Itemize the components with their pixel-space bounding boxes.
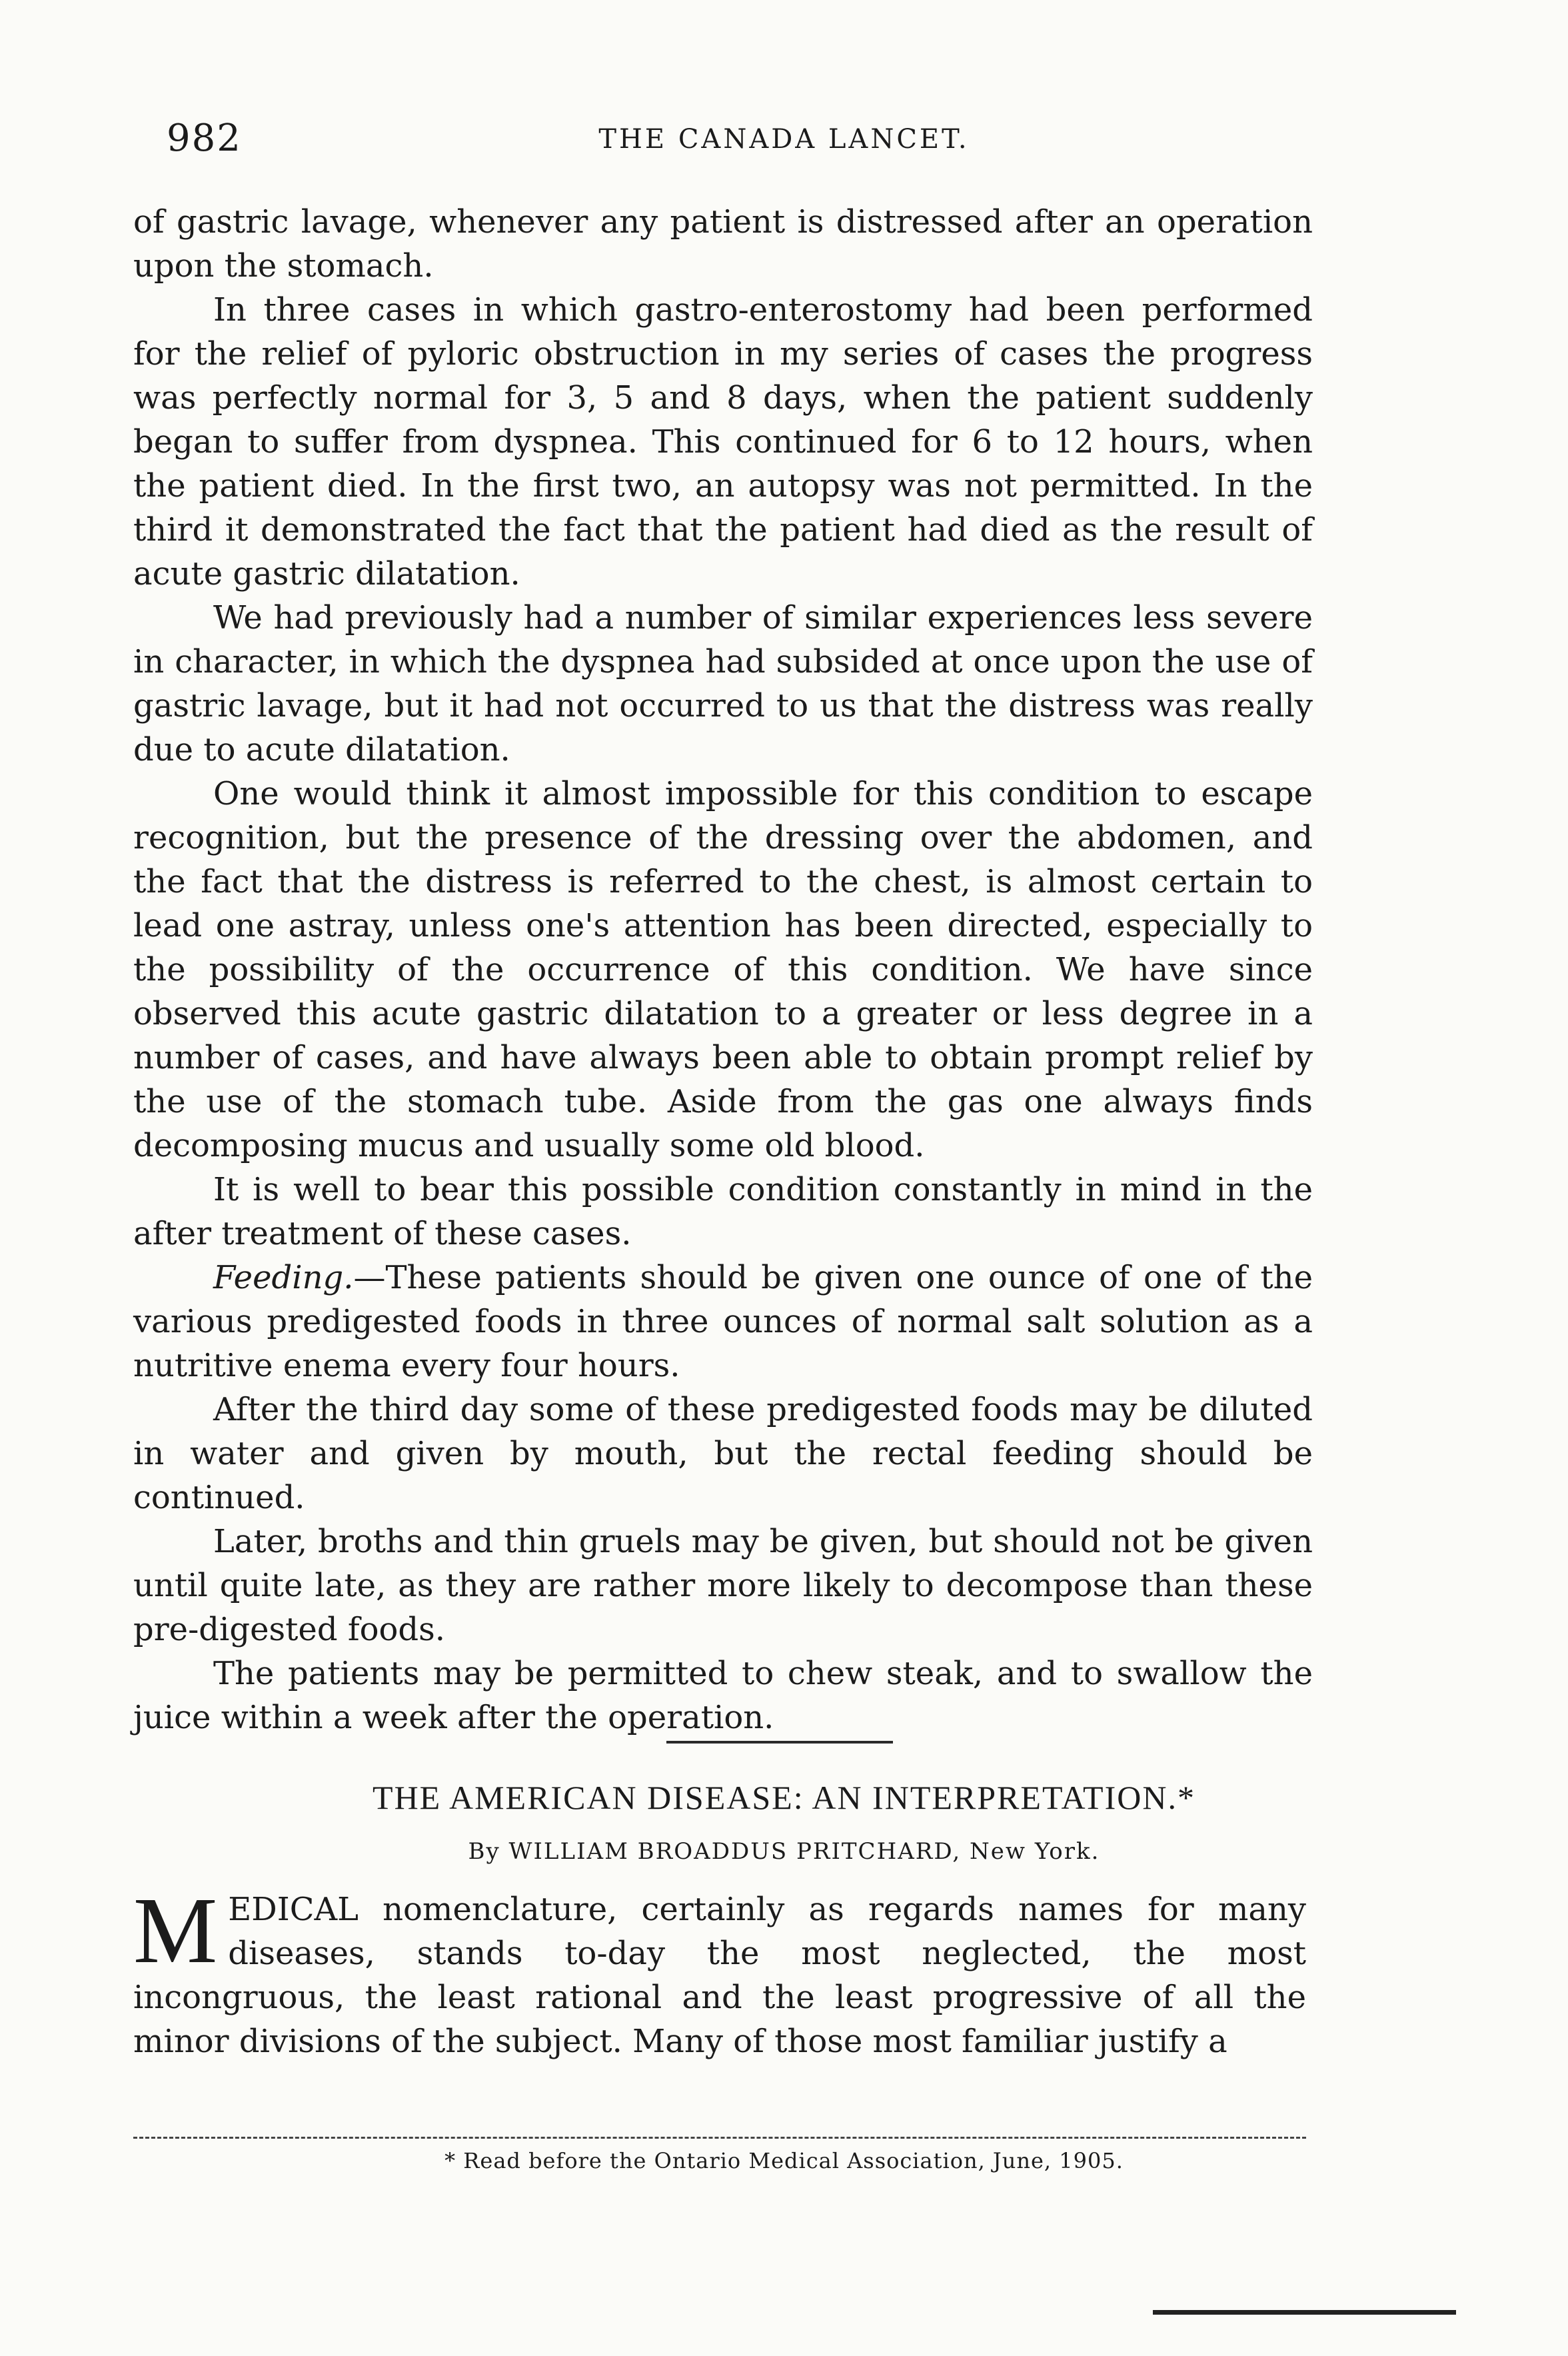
article-text	[133, 1877, 1306, 2063]
page-number: 982	[167, 117, 242, 160]
article-title: THE AMERICAN DISEASE: AN INTERPRETATION.*	[373, 1779, 1195, 1816]
footnote-rule	[133, 2137, 1306, 2139]
paragraph: We had previously had a number of similar experiences less severe in character, in which the dyspnea had subsided at once upon the use of gastric lavage, but it had not occurred to us that the distress was really due to acute dilatation.	[133, 599, 1313, 768]
feeding-text: —These patients should be given one ounce of one of the various predigested foods in three ounces of normal salt solution as a nutritive enema every four hours.	[133, 1259, 1313, 1384]
body-text	[133, 200, 1313, 1740]
feeding-label: Feeding.	[213, 1259, 354, 1296]
bottom-rule	[1153, 2310, 1456, 2315]
footnote: * Read before the Ontario Medical Association, June, 1905.	[444, 2148, 1124, 2173]
paragraph: of gastric lavage, whenever any patient is distressed after an operation upon the stomach.	[133, 203, 1313, 285]
paragraph: The patients may be permitted to chew steak, and to swallow the juice within a week after the operation.	[133, 1655, 1313, 1736]
paragraph: In three cases in which gastro-enterostomy had been performed for the relief of pyloric obstruction in my series of cases the progress was perfectly normal for 3, 5 and 8 days, when the patient suddenly began to suffer from dyspnea. This continued for 6 to 12 hours, when the patient died. In the first two, an autopsy was not permitted. In the third it demonstrated the fact that the patient had died as the result of acute gastric dilatation.	[133, 291, 1313, 592]
article-opening-paragraph	[133, 1877, 1306, 2063]
drop-cap: M	[133, 1877, 218, 1983]
paragraph: Later, broths and thin gruels may be given, but should not be given until quite late, as they are rather more likely to decompose than these pre-digested foods.	[133, 1523, 1313, 1648]
article-opening-text: EDICAL nomenclature, certainly as regards names for many diseases, stands to-day the most neglected, the most incongruous, the least rational and the least progressive of all the minor divisions of the subject. Many of those most familiar justify a	[133, 1891, 1306, 2060]
feeding-paragraph	[133, 1256, 1313, 1388]
running-head: THE CANADA LANCET.	[598, 124, 970, 155]
paragraph: One would think it almost impossible for this condition to escape recognition, but the presence of the dressing over the abdomen, and the fact that the distress is referred to the chest, is almost certain to lead one astray, unless one's attention has been directed, especially to the possibility of the occurrence of this condition. We have since observed this acute gastric dilatation to a greater or less degree in a number of cases, and have always been able to obtain prompt relief by the use of the stomach tube. Aside from the gas one always finds decomposing mucus and usually some old blood.	[133, 775, 1313, 1164]
section-divider	[666, 1741, 893, 1744]
article-byline: By WILLIAM BROADDUS PRITCHARD, New York.	[468, 1838, 1100, 1865]
paragraph: After the third day some of these predigested foods may be diluted in water and given by mouth, but the rectal feeding should be continued.	[133, 1391, 1313, 1516]
paragraph: It is well to bear this possible condition constantly in mind in the after treatment of these cases.	[133, 1171, 1313, 1252]
